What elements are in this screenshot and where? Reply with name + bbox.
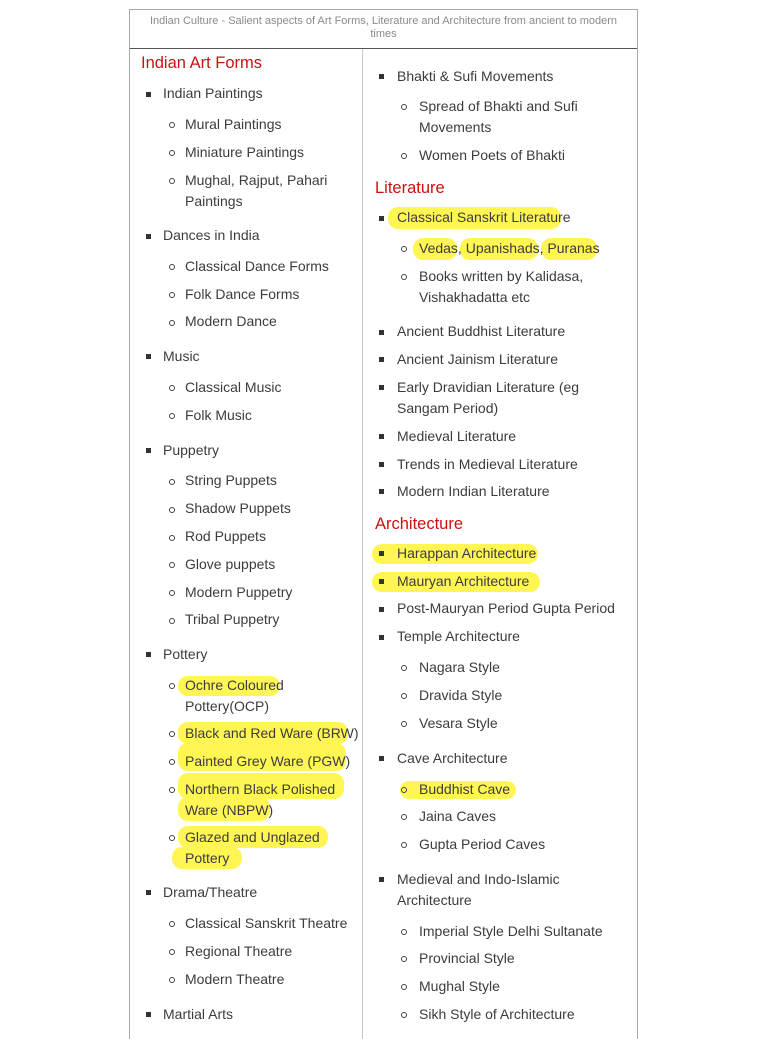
- list-item: Drama/Theatre: [163, 884, 258, 900]
- bullet: [379, 877, 384, 882]
- bullet: [146, 890, 151, 895]
- bullet: [146, 652, 151, 657]
- list-item: Imperial Style Delhi Sultanate: [419, 923, 603, 939]
- bullet: [379, 357, 384, 362]
- list-item: Mural Paintings: [185, 116, 282, 132]
- bullet: [169, 683, 175, 689]
- list-item: Mughal, Rajput, Pahari Paintings: [185, 172, 328, 209]
- bullet: [401, 929, 407, 935]
- bullet: [146, 234, 151, 239]
- list-item: Folk Music: [185, 407, 252, 423]
- list-item: Mauryan Architecture: [397, 573, 530, 589]
- column-divider: [362, 49, 363, 1039]
- bullet: [169, 413, 175, 419]
- list-item: Puppetry: [163, 442, 220, 458]
- list-item: Classical Sanskrit Theatre: [185, 915, 348, 931]
- bullet: [379, 579, 384, 584]
- bullet: [379, 385, 384, 390]
- list-item: Glazed and Unglazed Pottery: [185, 829, 320, 866]
- bullet: [169, 759, 175, 765]
- bullet: [169, 264, 175, 270]
- bullet: [169, 787, 175, 793]
- bullet: [169, 590, 175, 596]
- list-item: Women Poets of Bhakti: [419, 147, 566, 163]
- bullet: [379, 607, 384, 612]
- section-title-architecture: Architecture: [375, 515, 464, 533]
- bullet: [401, 984, 407, 990]
- list-item: Ancient Jainism Literature: [397, 351, 559, 367]
- list-item: Medieval and Indo-Islamic Architecture: [397, 871, 560, 908]
- bullet: [169, 122, 175, 128]
- list-item: Dravida Style: [419, 687, 503, 703]
- list-item: Modern Theatre: [185, 971, 285, 987]
- bullet: [401, 956, 407, 962]
- list-item: Temple Architecture: [397, 628, 520, 644]
- list-item: Music: [163, 348, 200, 364]
- list-item: Vesara Style: [419, 715, 498, 731]
- list-item: Nagara Style: [419, 659, 500, 675]
- list-item: Regional Theatre: [185, 943, 293, 959]
- list-item: Gupta Period Caves: [419, 836, 546, 852]
- list-item: Mughal Style: [419, 978, 500, 994]
- bullet: [146, 1012, 151, 1017]
- bullet: [401, 814, 407, 820]
- bullet: [379, 635, 384, 640]
- bullet: [401, 693, 407, 699]
- list-item: Provincial Style: [419, 950, 515, 966]
- list-item: Ancient Buddhist Literature: [397, 323, 566, 339]
- bullet: [169, 178, 175, 184]
- bullet: [379, 551, 384, 556]
- bullet: [379, 74, 384, 79]
- bullet: [169, 479, 175, 485]
- bullet: [169, 835, 175, 841]
- list-item: Miniature Paintings: [185, 144, 305, 160]
- list-item: Early Dravidian Literature (eg Sangam Period): [397, 379, 580, 416]
- list-item: Ochre Coloured Pottery(OCP): [185, 677, 284, 714]
- bullet: [146, 354, 151, 359]
- list-item: Bhakti & Sufi Movements: [397, 68, 554, 84]
- list-item: String Puppets: [185, 472, 277, 488]
- list-item: Tribal Puppetry: [185, 611, 280, 627]
- list-item: Dances in India: [163, 227, 260, 243]
- bullet: [146, 448, 151, 453]
- list-item: Folk Dance Forms: [185, 286, 300, 302]
- bullet: [401, 274, 407, 280]
- bullet: [169, 949, 175, 955]
- bullet: [379, 434, 384, 439]
- list-item: Rod Puppets: [185, 528, 266, 544]
- bullet: [401, 665, 407, 671]
- bullet: [379, 756, 384, 761]
- bullet: [169, 385, 175, 391]
- bullet: [401, 1012, 407, 1018]
- list-item: Trends in Medieval Literature: [397, 456, 578, 472]
- list-item: Black and Red Ware (BRW): [185, 725, 359, 741]
- document-header: Indian Culture - Salient aspects of Art Forms, Literature and Architecture from ancient to modern times: [130, 10, 637, 49]
- section-title-art-forms: Indian Art Forms: [141, 54, 263, 72]
- list-item: Painted Grey Ware (PGW): [185, 753, 351, 769]
- list-item: Sikh Style of Architecture: [419, 1006, 575, 1022]
- bullet: [379, 216, 384, 221]
- list-item: Vedas, Upanishads, Puranas: [419, 240, 600, 256]
- list-item: Indian Paintings: [163, 85, 263, 101]
- section-title-literature: Literature: [375, 179, 445, 197]
- bullet: [169, 292, 175, 298]
- bullet: [169, 977, 175, 983]
- list-item: Cave Architecture: [397, 750, 508, 766]
- bullet: [401, 153, 407, 159]
- bullet: [169, 507, 175, 513]
- bullet: [401, 842, 407, 848]
- list-item: Buddhist Cave: [419, 781, 511, 797]
- bullet: [379, 462, 384, 467]
- list-item: Classical Sanskrit Literature: [397, 209, 571, 225]
- list-item: Spread of Bhakti and Sufi Movements: [419, 98, 578, 135]
- bullet: [169, 535, 175, 541]
- bullet: [401, 104, 407, 110]
- list-item: Medieval Literature: [397, 428, 517, 444]
- bullet: [169, 731, 175, 737]
- list-item: Glove puppets: [185, 556, 276, 572]
- bullet: [169, 150, 175, 156]
- list-item: Harappan Architecture: [397, 545, 537, 561]
- bullet: [401, 787, 407, 793]
- list-item: Modern Puppetry: [185, 584, 293, 600]
- bullet: [379, 330, 384, 335]
- bullet: [379, 489, 384, 494]
- bullet: [169, 618, 175, 624]
- bullet: [169, 562, 175, 568]
- bullet: [146, 92, 151, 97]
- bullet: [169, 921, 175, 927]
- list-item: Modern Indian Literature: [397, 483, 550, 499]
- list-item: Jaina Caves: [419, 808, 497, 824]
- list-item: Shadow Puppets: [185, 500, 291, 516]
- list-item: Martial Arts: [163, 1006, 234, 1022]
- list-item: Modern Dance: [185, 313, 277, 329]
- bullet: [169, 320, 175, 326]
- list-item: Northern Black Polished Ware (NBPW): [185, 781, 336, 818]
- list-item: Post-Mauryan Period Gupta Period: [397, 600, 615, 616]
- list-item: Books written by Kalidasa, Vishakhadatta etc: [419, 268, 584, 305]
- bullet: [401, 246, 407, 252]
- list-item: Classical Dance Forms: [185, 258, 329, 274]
- list-item: Classical Music: [185, 379, 282, 395]
- list-item: Pottery: [163, 646, 208, 662]
- bullet: [401, 721, 407, 727]
